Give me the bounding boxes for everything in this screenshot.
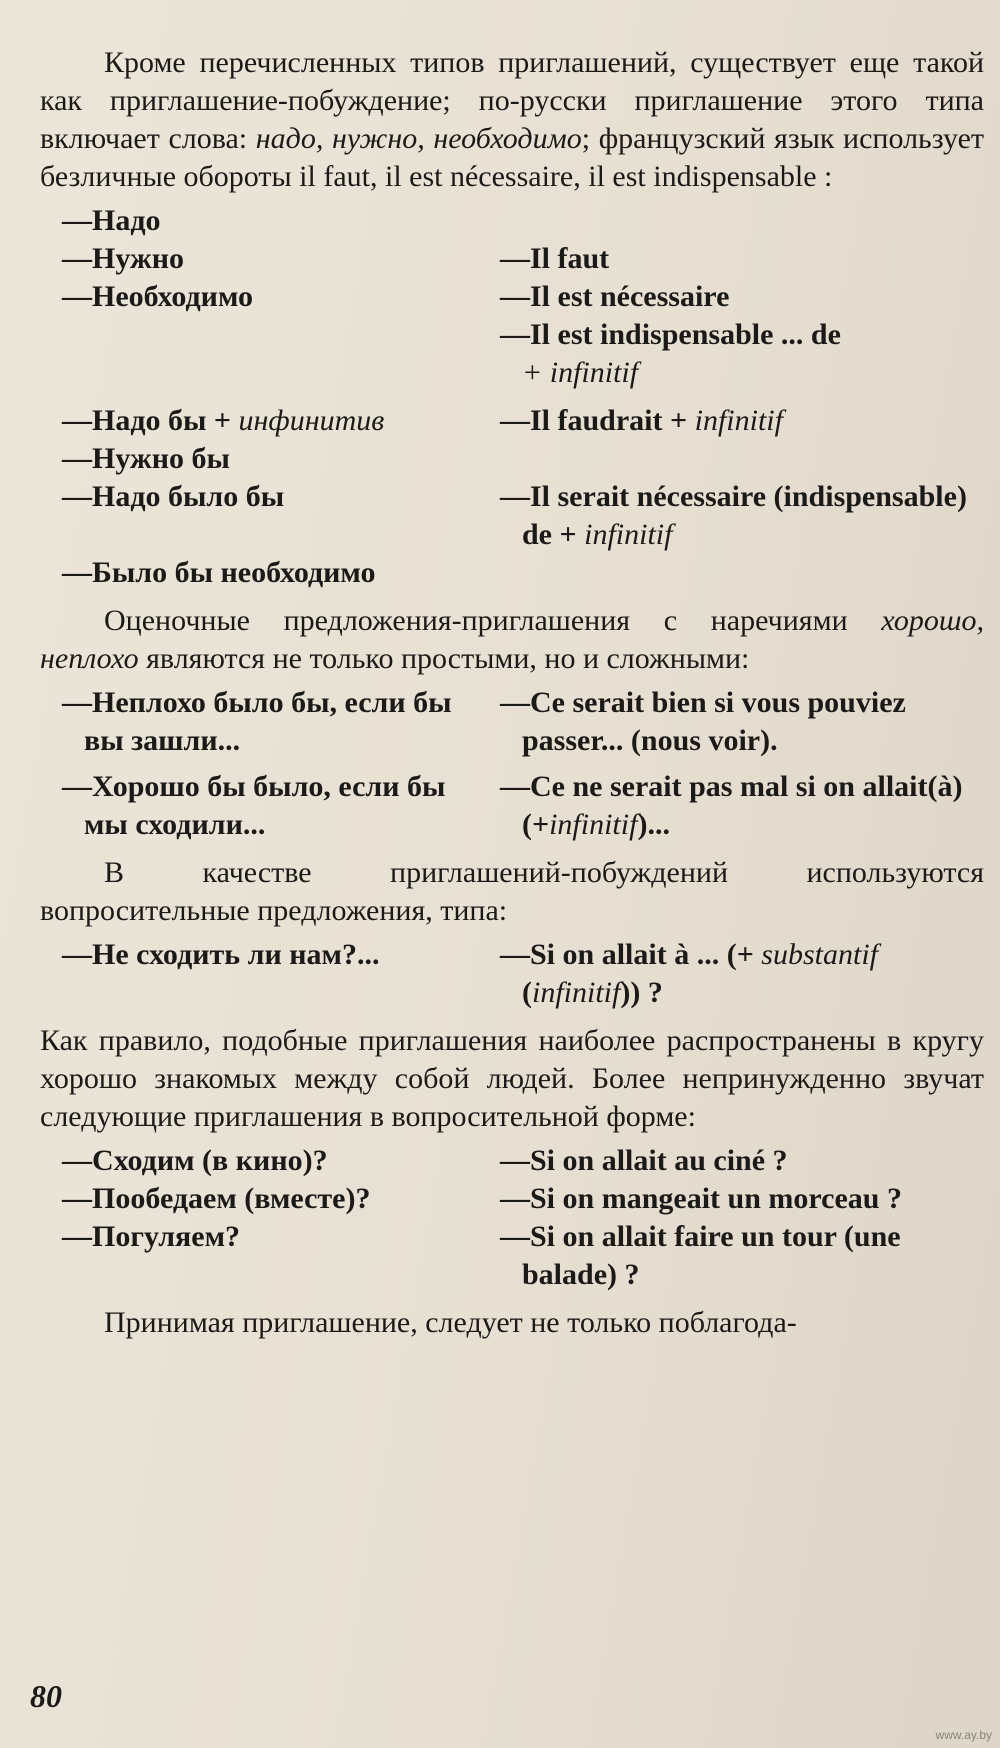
example-group-2	[40, 402, 984, 592]
fr-example: —Il est nécessaire	[500, 280, 730, 313]
ru-example: —Нужно бы	[62, 442, 230, 475]
ru-example	[40, 402, 500, 440]
example-group-4	[40, 936, 984, 1012]
ru-example: —Надо было бы	[62, 480, 285, 513]
ru-example: —Неплохо было бы, если бы вы зашли...	[62, 686, 452, 757]
ru-example: —Необходимо	[62, 280, 254, 313]
fr-italic: infinitif	[584, 518, 673, 551]
page-text	[40, 44, 984, 1342]
ru-example: —Хорошо бы было, если бы мы сходили...	[62, 770, 446, 841]
example-row	[40, 1142, 984, 1180]
example-row	[40, 684, 984, 760]
ru-example: —Не сходить ли нам?...	[62, 938, 380, 971]
fr-example	[500, 768, 984, 844]
ru-example: —Нужно	[62, 242, 184, 275]
fr-example	[500, 936, 984, 1012]
fr-example	[500, 402, 984, 440]
paragraph-4: Как правило, подобные приглашения наиболее распространены в кругу хорошо знакомых между собой людей. Более непринужденно звучат следующие приглашения в вопросительной форме:	[40, 1024, 984, 1133]
example-row	[40, 278, 984, 316]
fr-text: —Si on allait à ... (+	[500, 938, 762, 971]
ru-text: —Надо бы +	[62, 404, 239, 437]
fr-example: —Si on allait faire un tour (une balade) ?	[500, 1220, 901, 1291]
fr-text: —Ce ne serait pas mal si on allait(à) (+	[500, 770, 963, 841]
page-number: 80	[30, 1678, 62, 1714]
example-row	[40, 936, 984, 1012]
fr-text-end: )...	[637, 808, 670, 841]
example-group-5	[40, 1142, 984, 1294]
fr-text: —Il serait nécessaire (indispensable) de +	[500, 480, 967, 551]
fr-text: —Il faudrait +	[500, 404, 695, 437]
fr-italic: infinitif	[694, 404, 783, 437]
example-row	[40, 316, 984, 354]
ru-example: —Надо	[62, 204, 161, 237]
example-row	[40, 768, 984, 844]
example-row	[40, 478, 984, 554]
example-group-3	[40, 684, 984, 844]
paragraph-3: В качестве приглашений-побуждений используются вопросительные предложения, типа:	[40, 856, 984, 927]
ru-example: —Было бы необходимо	[62, 556, 376, 589]
paragraph-2	[40, 602, 984, 678]
paragraph-2-italic: хорошо, неплохо	[40, 604, 984, 675]
ru-example: —Сходим (в кино)?	[62, 1144, 328, 1177]
fr-example: —Il faut	[500, 242, 610, 275]
fr-example: —Il est indispensable ... de	[500, 318, 841, 351]
ru-italic: инфинитив	[238, 404, 385, 437]
example-row	[40, 1180, 984, 1218]
fr-example-italic: + infinitif	[522, 356, 639, 389]
paragraph-1-text-a: Кроме перечисленных типов приглашений, существует еще такой как приглашение-побуждение; по-русски приглашение этого типа включает слова:	[40, 46, 984, 155]
fr-example	[500, 478, 984, 554]
example-row	[40, 402, 984, 440]
fr-example: —Ce serait bien si vous pouviez passer... (nous voir).	[500, 686, 906, 757]
fr-text-end: )) ?	[620, 976, 663, 1009]
fr-italic: infinitif	[549, 808, 638, 841]
example-row	[40, 554, 984, 592]
fr-italic-2: infinitif	[532, 976, 621, 1009]
paragraph-2-text-c: являются не только простыми, но и сложными:	[138, 642, 750, 675]
paragraph-1-text-c: ; французский язык использует безличные обороты il faut, il est nécessaire, il est indispensable :	[40, 122, 984, 193]
fr-example	[500, 354, 984, 392]
ru-example: —Погуляем?	[62, 1220, 241, 1253]
example-row	[40, 1218, 984, 1294]
fr-text-mid: (	[522, 976, 532, 1009]
paragraph-1-italic: надо, нужно, необходимо	[255, 122, 582, 155]
fr-example: —Si on mangeait un morceau ?	[500, 1182, 902, 1215]
paragraph-5: Принимая приглашение, следует не только поблагода-	[104, 1306, 797, 1339]
ru-example: —Пообедаем (вместе)?	[62, 1182, 371, 1215]
example-row	[40, 440, 984, 478]
fr-italic: substantif	[761, 938, 878, 971]
example-group-1	[40, 202, 984, 392]
paragraph-1	[40, 44, 984, 196]
paragraph-2-text-a: Оценочные предложения-приглашения с наречиями	[104, 604, 882, 637]
fr-example: —Si on allait au ciné ?	[500, 1144, 788, 1177]
example-row	[40, 354, 984, 392]
example-row	[40, 240, 984, 278]
watermark: www.ay.by	[935, 1728, 992, 1742]
example-row	[40, 202, 984, 240]
